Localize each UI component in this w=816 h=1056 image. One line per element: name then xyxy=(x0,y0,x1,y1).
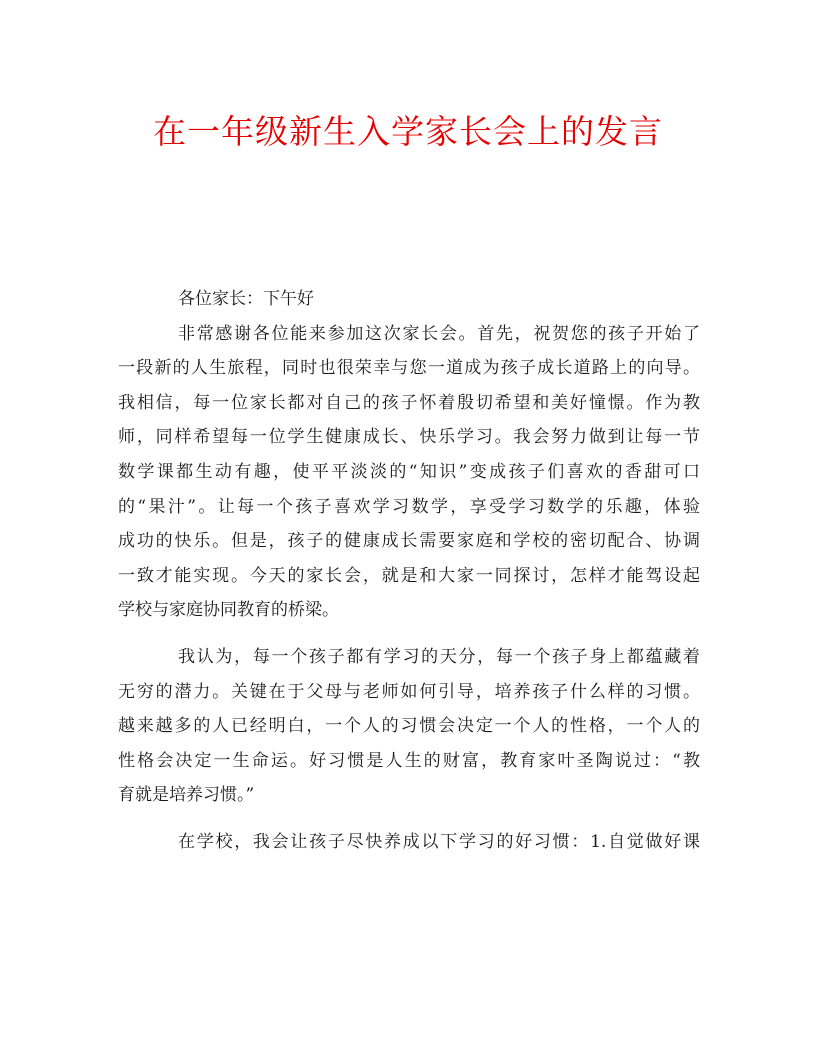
paragraph-line: 一段新的人生旅程，同时也很荣幸与您一道成为孩子成长道路上的向导。 xyxy=(118,358,700,379)
paragraph-line: 我认为，每一个孩子都有学习的天分，每一个孩子身上都蕴藏着 xyxy=(178,646,700,667)
paragraph-3 xyxy=(118,825,700,860)
paragraph-spacer xyxy=(118,628,700,640)
paragraph-line: 成功的快乐。但是，孩子的健康成长需要家庭和学校的密切配合、协调 xyxy=(118,531,700,552)
paragraph-line: 师，同样希望每一位学生健康成长、快乐学习。我会努力做到让每一节 xyxy=(118,427,700,448)
paragraph-line: 的“果汁”。让每一个孩子喜欢学习数学，享受学习数学的乐趣，体验 xyxy=(118,496,700,517)
paragraph-line: 无穷的潜力。关键在于父母与老师如何引导，培养孩子什么样的习惯。 xyxy=(118,681,700,702)
paragraph-1 xyxy=(118,317,700,628)
paragraph-line: 育就是培养习惯。” xyxy=(118,785,255,806)
paragraph-2 xyxy=(118,640,700,813)
document-body xyxy=(118,282,700,860)
paragraph-line: 我相信，每一位家长都对自己的孩子怀着殷切希望和美好憧憬。作为教 xyxy=(118,392,700,413)
paragraph-line: 数学课都生动有趣，使平平淡淡的“知识”变成孩子们喜欢的香甜可口 xyxy=(118,461,700,482)
paragraph-line: 学校与家庭协同教育的桥梁。 xyxy=(118,600,339,621)
greeting: 各位家长：下午好 xyxy=(178,289,314,309)
paragraph-line: 一致才能实现。今天的家长会，就是和大家一同探讨，怎样才能驾设起 xyxy=(118,565,700,586)
paragraph-spacer xyxy=(118,813,700,825)
paragraph-line: 越来越多的人已经明白，一个人的习惯会决定一个人的性格，一个人的 xyxy=(118,716,700,737)
paragraph-line: 非常感谢各位能来参加这次家长会。首先，祝贺您的孩子开始了 xyxy=(178,323,700,344)
document-title: 在一年级新生入学家长会上的发言 xyxy=(153,112,663,151)
paragraph-line: 在学校，我会让孩子尽快养成以下学习的好习惯：1.自觉做好课 xyxy=(178,831,700,852)
paragraph-line: 性格会决定一生命运。好习惯是人生的财富，教育家叶圣陶说过：“教 xyxy=(118,750,700,771)
